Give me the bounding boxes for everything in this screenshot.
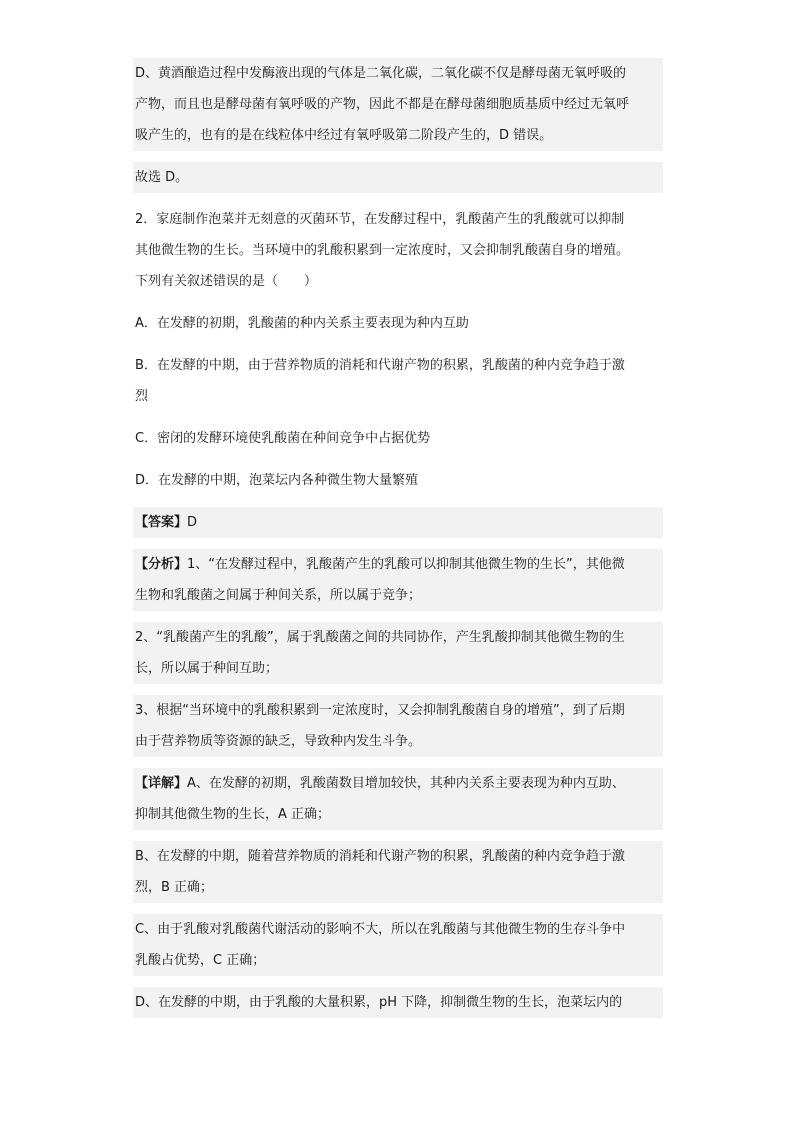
- option-c: [133, 423, 663, 454]
- text-line: 由于营养物质等资源的缺乏，导致种内发生斗争。: [135, 734, 422, 749]
- text-line: [135, 768, 663, 799]
- text-line: D、黄酒酿造过程中发酶液出现的气体是二氧化碳，二氧化碳不仅是酵母菌无氧呼吸的: [135, 66, 627, 81]
- analysis-tag: 【分析】: [135, 557, 188, 572]
- analysis-point-2: [133, 622, 663, 684]
- detail-option-b: [133, 841, 663, 903]
- analysis-point-3: [133, 695, 663, 757]
- text-line: C．密闭的发酵环境使乳酸菌在种间竞争中占据优势: [135, 431, 431, 446]
- answer-value: D: [187, 515, 198, 530]
- text-line: 烈，B 正确；: [135, 880, 214, 895]
- text-line: 生物和乳酸菌之间属于种间关系，所以属于竞争；: [135, 588, 422, 603]
- text-line: 长，所以属于种间互助；: [135, 661, 279, 676]
- detail-tag: 【详解】: [135, 776, 188, 791]
- detail-option-d: [133, 987, 663, 1018]
- analysis-point-1: [133, 549, 663, 611]
- text-line: C、由于乳酸对乳酸菌代谢活动的影响不大，所以在乳酸菌与其他微生物的生存斗争中: [135, 922, 626, 937]
- text-line: D．在发酵的中期，泡菜坛内各种微生物大量繁殖: [135, 473, 419, 488]
- text-line: 抑制其他微生物的生长，A 正确；: [135, 807, 331, 822]
- text-line: [135, 507, 663, 538]
- option-a: [133, 308, 663, 339]
- text-line: 其他微生物的生长。当环境中的乳酸积累到一定浓度时，又会抑制乳酸菌自身的增殖。: [135, 243, 630, 258]
- explanation-option-d: [133, 58, 663, 151]
- text-line: D、在发酵的中期，由于乳酸的大量积累，pH 下降，抑制微生物的生长，泡菜坛内的: [135, 995, 623, 1010]
- answer-tag: 【答案】: [135, 515, 188, 530]
- text-line: [135, 549, 663, 580]
- question-stem: [133, 204, 663, 297]
- answer: [133, 507, 663, 538]
- conclusion: [133, 162, 663, 193]
- text-line: 吸产生的，也有的是在线粒体中经过有氧呼吸第二阶段产生的，D 错误。: [135, 128, 553, 143]
- text-line: 2．家庭制作泡菜并无刻意的灭菌环节，在发酵过程中，乳酸菌产生的乳酸就可以抑制: [135, 212, 625, 227]
- text-line: B、在发酵的中期，随着营养物质的消耗和代谢产物的积累，乳酸菌的种内竞争趋于激: [135, 849, 625, 864]
- text-line: 2、“乳酸菌产生的乳酸”，属于乳酸菌之间的共同协作，产生乳酸抑制其他微生物的生: [135, 630, 625, 645]
- text-line: 下列有关叙述错误的是（ ）: [135, 274, 318, 289]
- text-span: 1、“在发酵过程中，乳酸菌产生的乳酸可以抑制其他微生物的生长”，其他微: [187, 557, 625, 572]
- text-line: 产物，而且也是酵母菌有氧呼吸的产物，因此不都是在酵母菌细胞质基质中经过无氧呼: [135, 97, 630, 112]
- text-span: A、在发酵的初期，乳酸菌数目增加较快，其种内关系主要表现为种内互助、: [187, 776, 625, 791]
- detail-option-c: [133, 914, 663, 976]
- text-line: A．在发酵的初期，乳酸菌的种内关系主要表现为种内互助: [135, 316, 469, 331]
- text-line: 乳酸占优势，C 正确；: [135, 953, 266, 968]
- text-line: 3、根据“当环境中的乳酸积累到一定浓度时，又会抑制乳酸菌自身的增殖”，到了后期: [135, 703, 625, 718]
- option-b: [133, 350, 663, 412]
- option-d: [133, 465, 663, 496]
- document-body: [133, 58, 663, 1018]
- text-line: 故选 D。: [135, 170, 189, 185]
- text-line: B．在发酵的中期，由于营养物质的消耗和代谢产物的积累，乳酸菌的种内竞争趋于激: [135, 358, 625, 373]
- text-line: 烈: [135, 389, 149, 404]
- detail-option-a: [133, 768, 663, 830]
